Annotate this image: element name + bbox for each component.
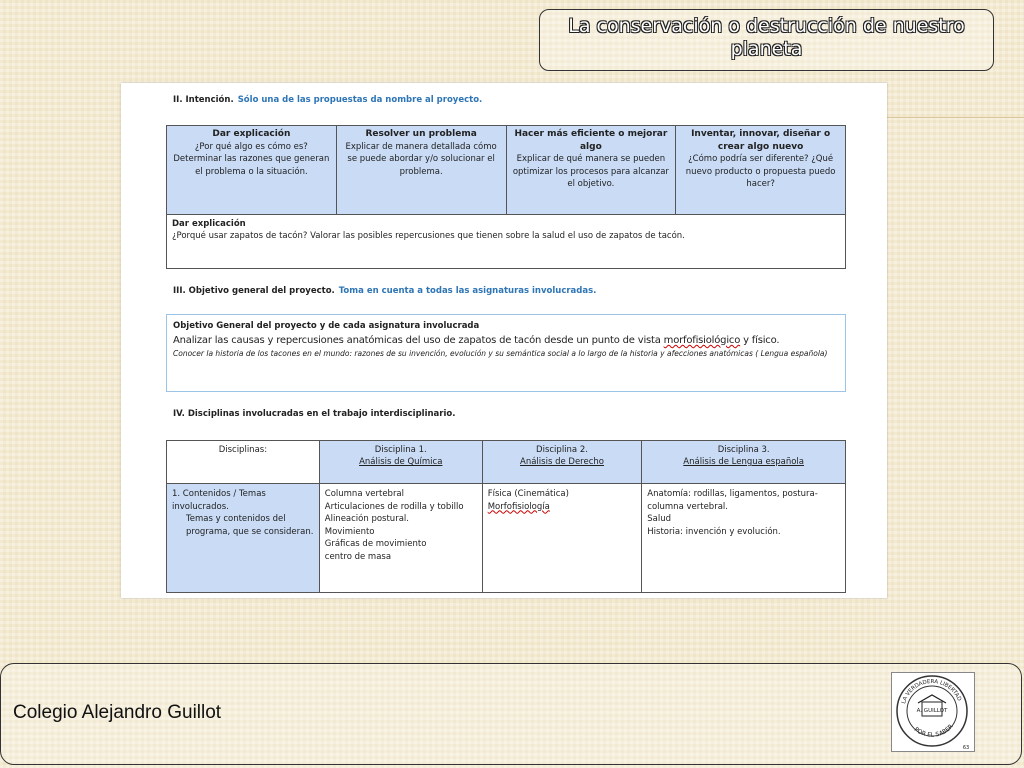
section-2-heading: II. Intención. Sólo una de las propuestas da nombre al proyecto. [173, 95, 483, 105]
disciplines-table [166, 440, 846, 593]
discipline-header: Disciplina 1. Análisis de Química [319, 441, 482, 484]
discipline-1-contents: Columna vertebral Articulaciones de rodilla y tobillo Alineación postural. Movimiento Gráficas de movimiento centro de masa [319, 484, 482, 593]
selected-intention: Dar explicación ¿Porqué usar zapatos de tacón? Valorar las posibles repercusiones que tienen sobre la salud el uso de zapatos de tacón. [167, 215, 846, 269]
objective-main: Analizar las causas y repercusiones anatómicas del uso de zapatos de tacón desde un punto de vista morfofisiológico y físico. [173, 335, 780, 346]
school-logo [891, 672, 975, 752]
slide-title: La conservación o destrucción de nuestro planeta [539, 9, 994, 71]
discipline-2-contents: Física (Cinemática) Morfofisiología [482, 484, 642, 593]
objective-note: Conocer la historia de los tacones en el mundo: razones de su invención, evolución y su semántica social a lo largo de la historia y afecciones anatómicas ( Lengua española) [173, 349, 828, 358]
discipline-header: Disciplina 2. Análisis de Derecho [482, 441, 642, 484]
intention-option: Inventar, innovar, diseñar o crear algo nuevo ¿Cómo podría ser diferente? ¿Qué nuevo producto o propuesta puedo hacer? [676, 126, 846, 215]
objective-box [166, 314, 846, 392]
discipline-header: Disciplina 3. Análisis de Lengua española [642, 441, 846, 484]
intention-table [166, 125, 846, 269]
decorative-line [887, 117, 1024, 118]
school-name: Colegio Alejandro Guillot [13, 702, 222, 723]
footer [0, 663, 1022, 765]
document-image [121, 83, 887, 598]
section-3-heading: III. Objetivo general del proyecto. Toma en cuenta a todas las asignaturas involucradas. [173, 286, 597, 296]
objective-title: Objetivo General del proyecto y de cada asignatura involucrada [173, 321, 480, 331]
svg-text:POR EL SABER: POR EL SABER [912, 723, 955, 739]
section-4-heading: IV. Disciplinas involucradas en el trabajo interdisciplinario. [173, 409, 456, 419]
disciplines-col-header: Disciplinas: [167, 441, 320, 484]
svg-text:A. GUILLOT: A. GUILLOT [916, 708, 948, 714]
intention-option: Dar explicación ¿Por qué algo es cómo es? Determinar las razones que generan el problema o la situación. [167, 126, 337, 215]
discipline-3-contents: Anatomía: rodillas, ligamentos, postura-columna vertebral. Salud Historia: invención y evolución. [642, 484, 846, 593]
contents-row-header: 1. Contenidos / Temas involucrados. Temas y contenidos del programa, que se consideran. [167, 484, 320, 593]
intention-option: Hacer más eficiente o mejorar algo Explicar de qué manera se pueden optimizar los procesos para alcanzar el objetivo. [506, 126, 676, 215]
svg-text:63: 63 [962, 745, 970, 751]
intention-option: Resolver un problema Explicar de manera detallada cómo se puede abordar y/o solucionar el problema. [336, 126, 506, 215]
svg-text:LA VERDADERA LIBERTAD: LA VERDADERA LIBERTAD [901, 678, 962, 705]
